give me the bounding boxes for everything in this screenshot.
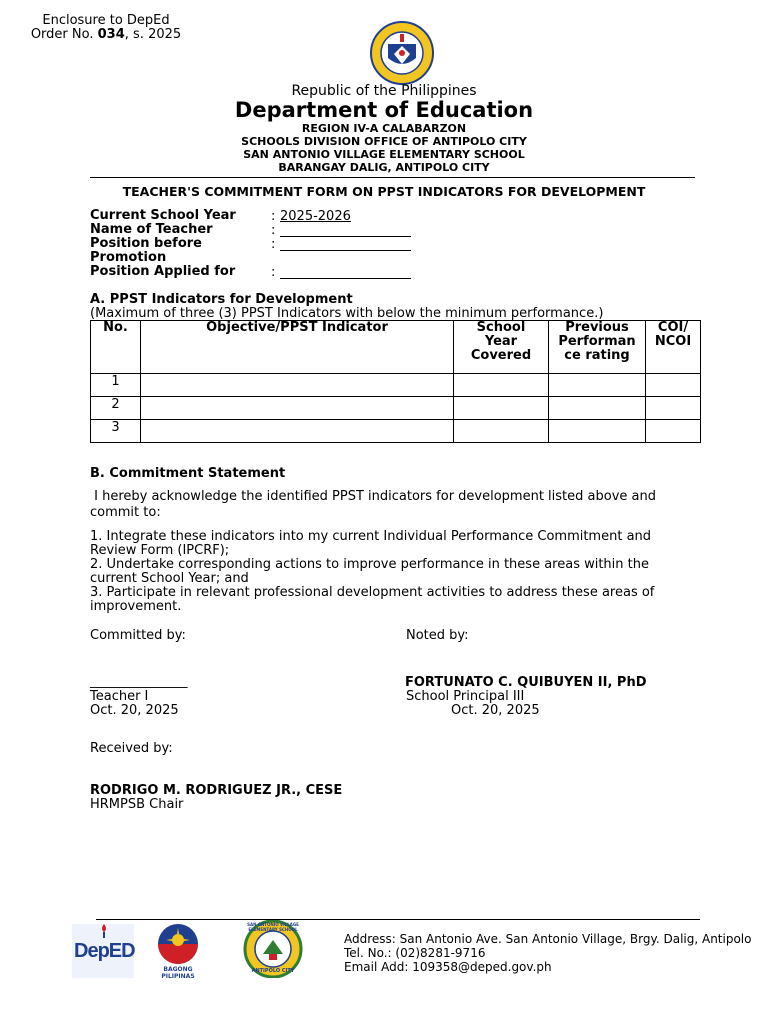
position-before-colon: :: [271, 237, 276, 252]
ppst-table-header: [91, 321, 701, 374]
previous-rating-cell[interactable]: [549, 420, 646, 443]
table-row: [91, 374, 701, 397]
school-year-colon: :: [271, 209, 276, 224]
row-number: 1: [91, 374, 141, 397]
section-a-note: (Maximum of three (3) PPST Indicators with below the minimum performance.): [90, 306, 604, 321]
teacher-name-field[interactable]: [280, 236, 411, 237]
table-row: [91, 397, 701, 420]
position-before-label: Position before Promotion: [90, 236, 202, 265]
indicator-cell[interactable]: [141, 397, 454, 420]
col-previous-rating: Previous Performan ce rating: [549, 321, 646, 374]
commitment-item-2: 2. Undertake corresponding actions to improve performance in these areas within the current School Year; and: [90, 557, 649, 586]
header-divider: [90, 177, 695, 178]
chair-title: HRMPSB Chair: [90, 797, 184, 812]
principal-name: FORTUNATO C. QUIBUYEN II, PhD: [405, 675, 647, 690]
teacher-signature-line[interactable]: _______________: [90, 674, 188, 689]
coi-cell[interactable]: [646, 374, 701, 397]
committed-by-label: Committed by:: [90, 628, 186, 643]
footer-address: Address: San Antonio Ave. San Antonio Village, Brgy. Dalig, Antipolo: [344, 932, 752, 946]
school-year-label: Current School Year: [90, 208, 236, 223]
section-a-title: A. PPST Indicators for Development: [90, 292, 353, 307]
school-year-value: 2025-2026: [280, 209, 351, 224]
division-heading: SCHOOLS DIVISION OFFICE OF ANTIPOLO CITY: [241, 135, 527, 148]
teacher-date: Oct. 20, 2025: [90, 703, 179, 718]
school-heading: SAN ANTONIO VILLAGE ELEMENTARY SCHOOL: [243, 148, 525, 161]
republic-heading: Republic of the Philippines: [291, 83, 477, 99]
enclosure-note: [18, 14, 194, 42]
commitment-intro-line1: I hereby acknowledge the identified PPST indicators for development listed above and: [90, 489, 656, 504]
position-applied-field[interactable]: [280, 278, 411, 279]
coi-cell[interactable]: [646, 420, 701, 443]
region-heading: REGION IV-A CALABARZON: [301, 122, 467, 135]
teacher-title: Teacher I: [90, 689, 149, 704]
previous-rating-cell[interactable]: [549, 374, 646, 397]
principal-title: School Principal III: [406, 689, 525, 704]
chair-name: RODRIGO M. RODRIGUEZ JR., CESE: [90, 783, 343, 798]
torch-icon: [100, 924, 108, 938]
form-title: TEACHER'S COMMITMENT FORM ON PPST INDICATORS FOR DEVELOPMENT: [122, 184, 646, 199]
deped-logo-text: DepED: [74, 940, 135, 962]
order-number: 034: [97, 27, 125, 42]
section-b-title: B. Commitment Statement: [90, 466, 286, 481]
commitment-item-3: 3. Participate in relevant professional development activities to address these areas of improvement.: [90, 585, 655, 614]
indicator-cell[interactable]: [141, 420, 454, 443]
row-number: 2: [91, 397, 141, 420]
coi-cell[interactable]: [646, 397, 701, 420]
enclosure-order: Order No. 034, s. 2025: [30, 27, 182, 42]
position-applied-colon: :: [271, 265, 276, 280]
school-year-cell[interactable]: [454, 374, 549, 397]
bagong-pilipinas-icon: [148, 922, 208, 966]
deped-seal-icon: [366, 20, 438, 86]
school-year-cell[interactable]: [454, 397, 549, 420]
bagong-pilipinas-logo: [148, 922, 208, 980]
commitment-intro-line2: commit to:: [90, 505, 161, 520]
col-coi-ncoi: COI/ NCOI: [646, 321, 701, 374]
ppst-table: [90, 320, 701, 443]
school-logo-text: SAN ANTONIO VILLAGE ELEMENTARY SCHOOL: [247, 922, 299, 932]
noted-by-label: Noted by:: [406, 628, 469, 643]
commitment-item-1: 1. Integrate these indicators into my current Individual Performance Commitment and Review Form (IPCRF);: [90, 529, 652, 558]
department-heading: Department of Education: [234, 98, 534, 122]
footer-email[interactable]: Email Add: 109358@deped.gov.ph: [344, 960, 552, 974]
school-year-cell[interactable]: [454, 420, 549, 443]
col-indicator: Objective/PPST Indicator: [141, 321, 454, 374]
enclosure-line1: Enclosure to DepEd: [42, 13, 170, 28]
teacher-name-label: Name of Teacher: [90, 222, 213, 237]
principal-date: Oct. 20, 2025: [451, 703, 540, 718]
teacher-name-colon: :: [271, 223, 276, 238]
position-before-field[interactable]: [280, 250, 411, 251]
previous-rating-cell[interactable]: [549, 397, 646, 420]
footer-tel: Tel. No.: (02)8281-9716: [344, 946, 486, 960]
table-row: [91, 420, 701, 443]
col-no: No.: [91, 321, 141, 374]
indicator-cell[interactable]: [141, 374, 454, 397]
bagong-pilipinas-text: BAGONG PILIPINAS: [161, 966, 195, 980]
deped-logo: [72, 924, 134, 978]
received-by-label: Received by:: [90, 741, 173, 756]
school-address-heading: BARANGAY DALIG, ANTIPOLO CITY: [278, 161, 490, 174]
school-logo: [238, 920, 308, 978]
footer-divider: [96, 919, 700, 920]
col-school-year: School Year Covered: [454, 321, 549, 374]
position-applied-label: Position Applied for: [90, 264, 236, 279]
row-number: 3: [91, 420, 141, 443]
school-logo-bottom-text: ANTIPOLO CITY: [251, 968, 295, 974]
